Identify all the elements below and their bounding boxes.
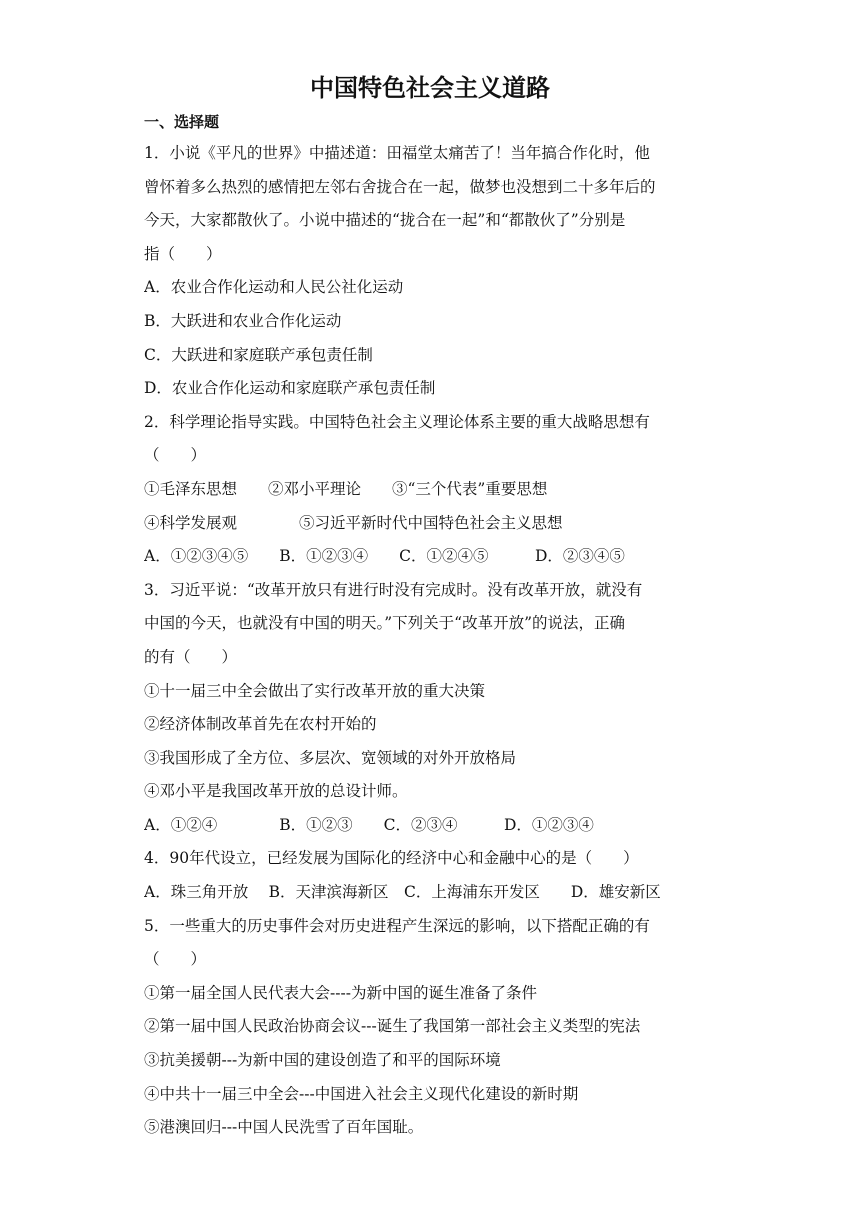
text-line: 3．习近平说：“改革开放只有进行时没有完成时。没有改革开放，就没有 [144,580,643,599]
text-line: ③我国形成了全方位、多层次、宽领域的对外开放格局 [144,748,517,767]
text-line: ①十一届三中全会做出了实行改革开放的重大决策 [144,681,486,700]
text-line: 2．科学理论指导实践。中国特色社会主义理论体系主要的重大战略思想有 [144,412,650,431]
text-line: 1．小说《平凡的世界》中描述道：田福堂太痛苦了！当年搞合作化时，他 [144,144,650,162]
text-line: （ ） [144,446,207,465]
text-line: ④科学发展观 ⑤习近平新时代中国特色社会主义思想 [144,513,563,532]
text-line: ①毛泽东思想 ②邓小平理论 ③“三个代表”重要思想 [144,479,548,498]
text-line: 指（ ） [144,244,222,263]
text-line: A．①②④ B．①②③ C．②③④ D．①②③④ [144,815,594,834]
text-line: D．农业合作化运动和家庭联产承包责任制 [144,379,436,398]
text-line: ②经济体制改革首先在农村开始的 [144,715,377,734]
text-line: ⑤港澳回归---中国人民洗雪了百年国耻。 [144,1118,424,1137]
text-line: 5．一些重大的历史事件会对历史进程产生深远的影响，以下搭配正确的有 [144,916,650,935]
text-line: 今天，大家都散伙了。小说中描述的“拢合在一起”和“都散伙了”分别是 [144,211,626,230]
text-line: ①第一届全国人民代表大会----为新中国的诞生准备了条件 [144,983,537,1002]
text-line: 的有（ ） [144,647,238,666]
text-line: C．大跃进和家庭联产承包责任制 [144,345,373,364]
text-line: A．农业合作化运动和人民公社化运动 [144,278,404,297]
text-line: ④中共十一届三中全会---中国进入社会主义现代化建设的新时期 [144,1084,579,1103]
text-line: A．①②③④⑤ B．①②③④ C．①②④⑤ D．②③④⑤ [144,547,625,566]
text-line: 曾怀着多么热烈的感情把左邻右舍拢合在一起，做梦也没想到二十多年后的 [144,177,656,196]
text-line: 4．90年代设立，已经发展为国际化的经济中心和金融中心的是（ ） [144,849,639,868]
text-line: （ ） [144,950,207,969]
question-body [144,137,719,1145]
text-line: ③抗美援朝---为新中国的建设创造了和平的国际环境 [144,1051,501,1070]
section-heading: 一、选择题 [144,113,220,131]
page-title: 中国特色社会主义道路 [310,74,550,102]
text-line: A．珠三角开放 B．天津滨海新区 C．上海浦东开发区 D．雄安新区 [144,883,661,902]
text-line: B．大跃进和农业合作化运动 [144,311,342,330]
text-line: ②第一届中国人民政治协商会议---诞生了我国第一部社会主义类型的宪法 [144,1017,641,1036]
text-line: ④邓小平是我国改革开放的总设计师。 [144,782,408,801]
text-line: 中国的今天，也就没有中国的明天。”下列关于“改革开放”的说法，正确 [144,614,626,633]
